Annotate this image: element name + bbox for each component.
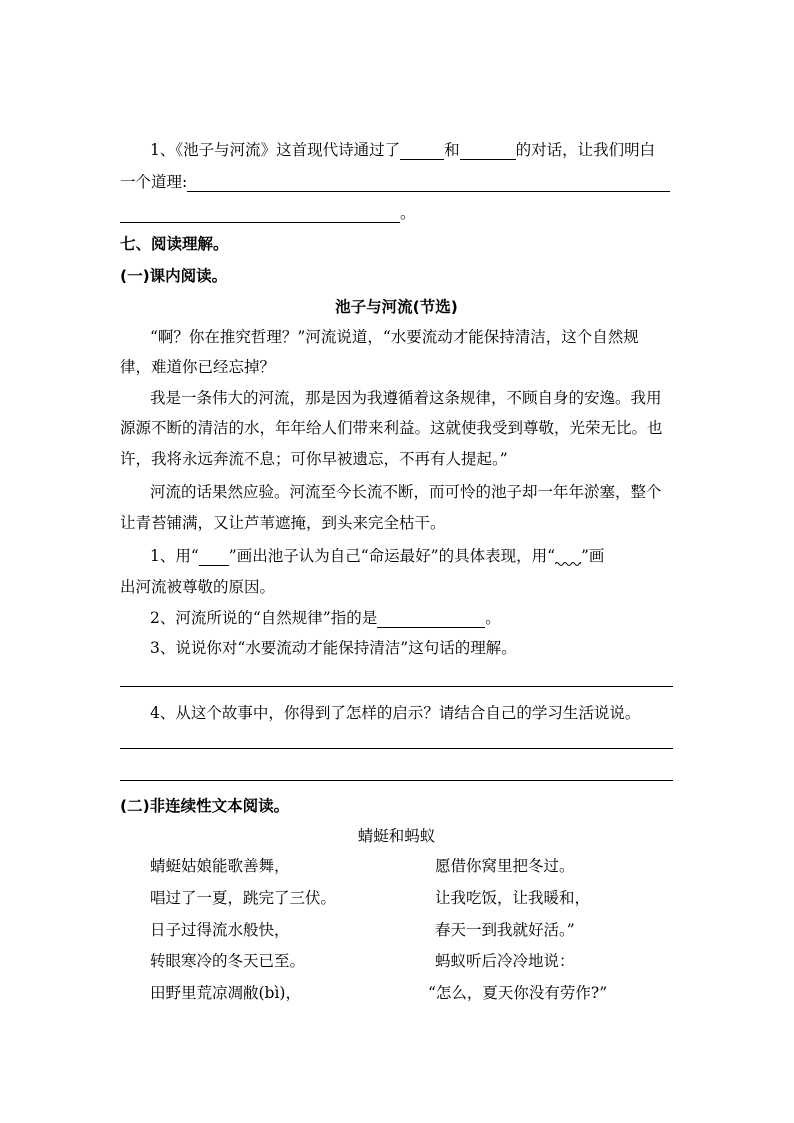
question-2-blank[interactable] xyxy=(377,611,485,628)
poem-right-line: 春天一到我就好活。” xyxy=(435,921,575,939)
q1-line3 xyxy=(120,203,416,223)
question-2 xyxy=(150,608,501,628)
q1-text-c: 的对话，让我们明白 xyxy=(515,141,656,159)
subsection-heading-2: (二)非连续性文本阅读。 xyxy=(120,797,290,815)
poem-left-line: 田野里荒凉凋敝(bì)， xyxy=(150,984,301,1002)
poem-right-line: “怎么，夏天你没有劳作?” xyxy=(428,984,608,1002)
passage-line: 源源不断的清洁的水，年年给人们带来利益。这就使我受到尊敬，光荣无比。也 xyxy=(120,419,663,437)
passage-line: 我是一条伟大的河流，那是因为我遵循着这条规律，不顾自身的安逸。我用 xyxy=(150,389,662,407)
poem-left-line: 转眼寒冷的冬天已至。 xyxy=(150,952,306,970)
worksheet-page xyxy=(120,0,673,1123)
question-4: 4、从这个故事中，你得到了怎样的启示？请结合自己的学习生活说说。 xyxy=(150,704,641,722)
q1-text-a: 1、《池子与河流》这首现代诗通过了 xyxy=(150,141,401,159)
question-2-end: 。 xyxy=(485,609,501,627)
question-2-text: 2、河流所说的“自然规律”指的是 xyxy=(150,609,378,627)
poem-left-line: 唱过了一夏，跳完了三伏。 xyxy=(150,889,337,907)
poem-left-line: 日子过得流水般快， xyxy=(150,921,290,939)
passage-line: 律，难道你已经忘掉？ xyxy=(120,358,276,376)
poem-left-line: 蜻蜓姑娘能歌善舞， xyxy=(150,857,290,875)
answer-line[interactable] xyxy=(120,780,673,781)
q1-blank-1[interactable] xyxy=(400,143,444,160)
section-heading: 七、阅读理解。 xyxy=(120,235,229,253)
straight-underline-sample xyxy=(199,549,229,566)
passage-line: 让青苔铺满，又让芦苇遮掩，到头来完全枯干。 xyxy=(120,514,446,532)
question-1-text-c: ”画 xyxy=(581,547,605,565)
answer-line[interactable] xyxy=(120,686,673,687)
question-3: 3、说说你对“水要流动才能保持清洁”这句话的理解。 xyxy=(150,639,517,657)
subsection-heading: (一)课内阅读。 xyxy=(120,267,228,285)
poem-right-line: 愿借你窝里把冬过。 xyxy=(435,857,575,875)
question-1-line1 xyxy=(150,546,604,566)
q1-blank-2[interactable] xyxy=(460,143,516,160)
q1-text-b: 和 xyxy=(444,141,460,159)
q1-end: 。 xyxy=(400,204,416,222)
wavy-underline-sample xyxy=(555,556,581,566)
q1-blank-4[interactable] xyxy=(120,206,400,223)
question-1-text-a: 1、用“ xyxy=(150,547,199,565)
passage-line: 许，我将永远奔流不息；可你早被遗忘，不再有人提起。” xyxy=(120,450,508,468)
question-1-text-b: ”画出池子认为自己“命运最好”的具体表现，用“ xyxy=(228,547,555,565)
answer-line[interactable] xyxy=(120,748,673,749)
q1-line2 xyxy=(120,172,670,192)
question-1-line2: 出河流被尊敬的原因。 xyxy=(120,578,276,596)
q1-text-d: 一个道理: xyxy=(120,173,188,191)
passage-title: 池子与河流(节选) xyxy=(335,298,458,316)
passage-line: “啊？你在推究哲理？”河流说道，“水要流动才能保持清洁，这个自然规 xyxy=(150,328,639,346)
passage-line: 河流的话果然应验。河流至今长流不断，而可怜的池子却一年年淤塞，整个 xyxy=(150,483,662,501)
q1-blank-3[interactable] xyxy=(187,175,670,192)
poem-right-line: 让我吃饭，让我暖和， xyxy=(435,889,591,907)
poem-title: 蜻蜓和蚂蚁 xyxy=(357,827,436,845)
q1-line1 xyxy=(150,140,655,160)
poem-right-line: 蚂蚁听后冷冷地说： xyxy=(435,952,575,970)
